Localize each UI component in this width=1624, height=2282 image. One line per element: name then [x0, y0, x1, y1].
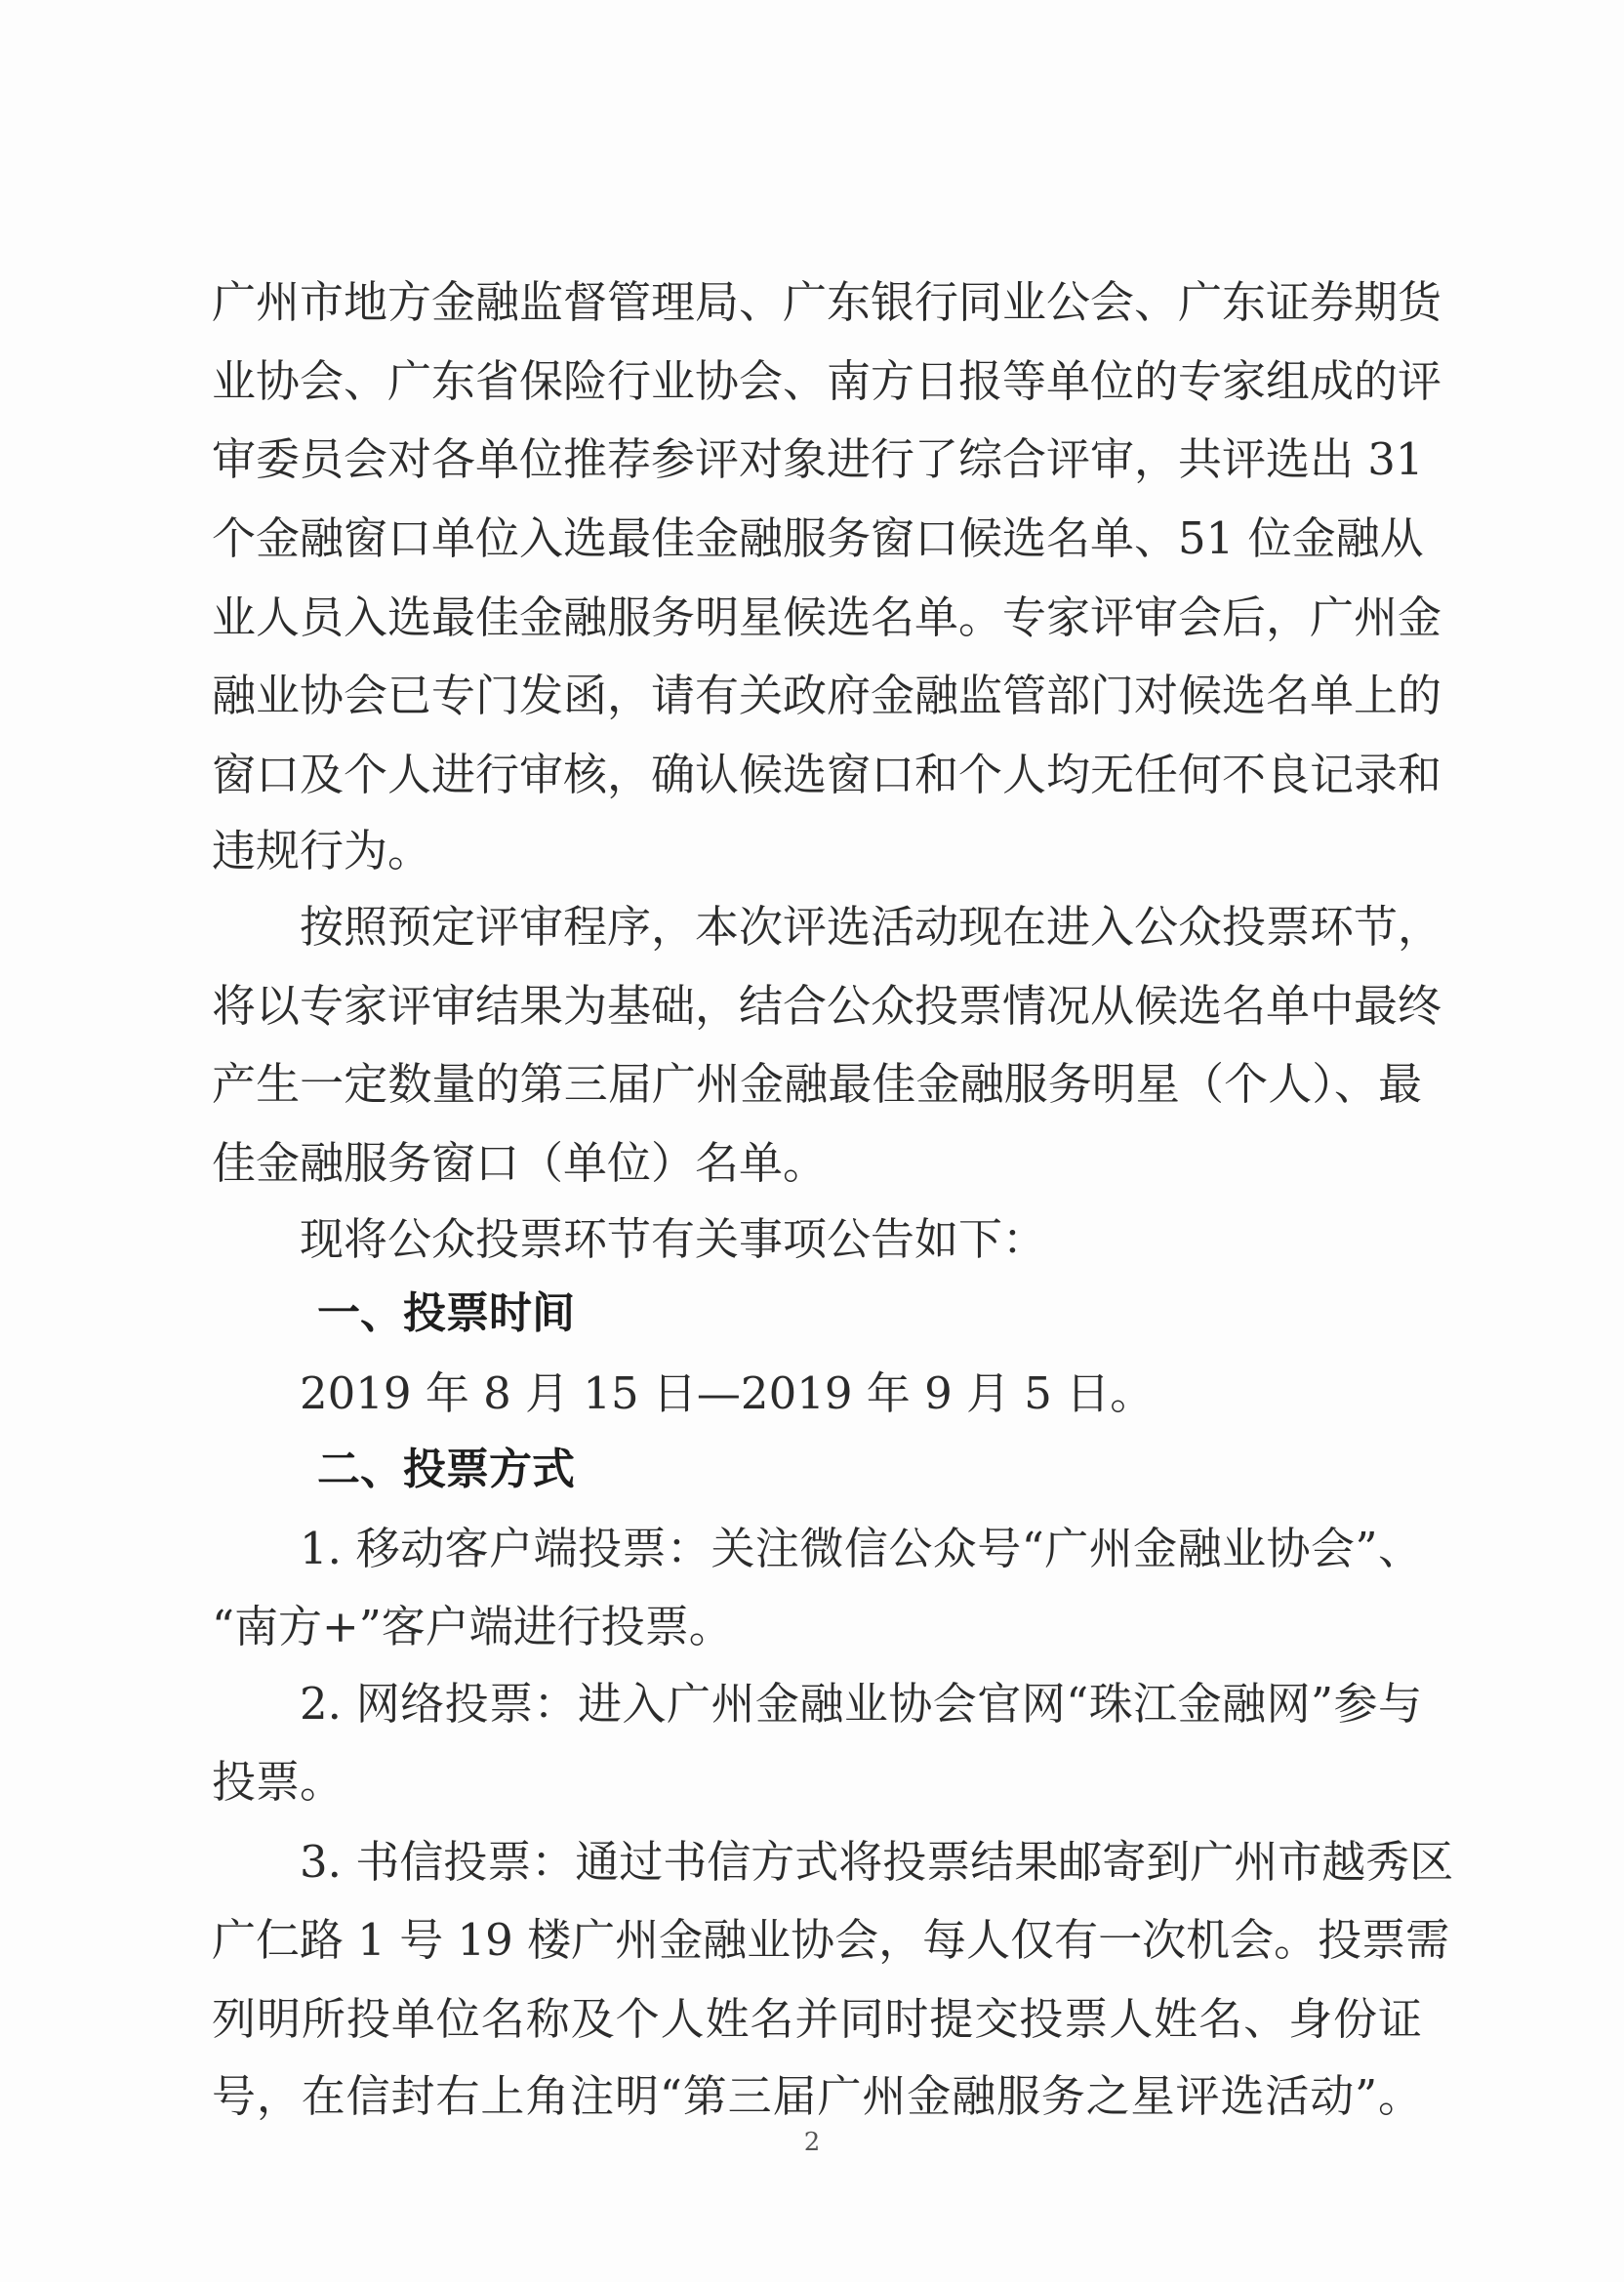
body-line: 2. 网络投票：进入广州金融业协会官网“珠江金融网”参与 — [300, 1678, 1422, 1730]
body-line: 2019 年 8 月 15 日—2019 年 9 月 5 日。 — [300, 1367, 1155, 1419]
body-line: 广州市地方金融监督管理局、广东银行同业公会、广东证券期货 — [212, 276, 1442, 328]
body-line: “南方+”客户端进行投票。 — [212, 1601, 733, 1652]
section-heading: 二、投票方式 — [317, 1445, 575, 1494]
body-line: 号，在信封右上角注明“第三届广州金融服务之星评选活动”。 — [212, 2070, 1422, 2122]
body-line: 投票。 — [212, 1756, 345, 1808]
body-line: 按照预定评审程序，本次评选活动现在进入公众投票环节， — [300, 901, 1442, 953]
body-line: 佳金融服务窗口（单位）名单。 — [212, 1137, 828, 1189]
body-line: 审委员会对各单位推荐参评对象进行了综合评审，共评选出 31 — [212, 433, 1424, 485]
body-line: 3. 书信投票：通过书信方式将投票结果邮寄到广州市越秀区 — [300, 1836, 1454, 1888]
body-line: 广仁路 1 号 19 楼广州金融业协会，每人仅有一次机会。投票需 — [212, 1914, 1450, 1966]
body-line: 业协会、广东省保险行业协会、南方日报等单位的专家组成的评 — [212, 355, 1442, 407]
body-line: 产生一定数量的第三届广州金融最佳金融服务明星（个人）、最 — [212, 1058, 1422, 1110]
body-line: 将以专家评审结果为基础，结合公众投票情况从候选名单中最终 — [212, 980, 1442, 1032]
page-number: 2 — [803, 2128, 821, 2157]
body-line: 现将公众投票环节有关事项公告如下： — [300, 1213, 1047, 1265]
body-line: 窗口及个人进行审核，确认候选窗口和个人均无任何不良记录和 — [212, 749, 1442, 800]
body-line: 融业协会已专门发函，请有关政府金融监管部门对候选名单上的 — [212, 670, 1442, 721]
body-line: 列明所投单位名称及个人姓名并同时提交投票人姓名、身份证 — [212, 1993, 1422, 2045]
body-line: 个金融窗口单位入选最佳金融服务窗口候选名单、51 位金融从 — [212, 512, 1424, 564]
body-line: 1. 移动客户端投票：关注微信公众号“广州金融业协会”、 — [300, 1523, 1422, 1574]
section-heading: 一、投票时间 — [317, 1288, 575, 1338]
body-line: 业人员入选最佳金融服务明星候选名单。专家评审会后，广州金 — [212, 591, 1442, 643]
body-line: 违规行为。 — [212, 825, 432, 876]
